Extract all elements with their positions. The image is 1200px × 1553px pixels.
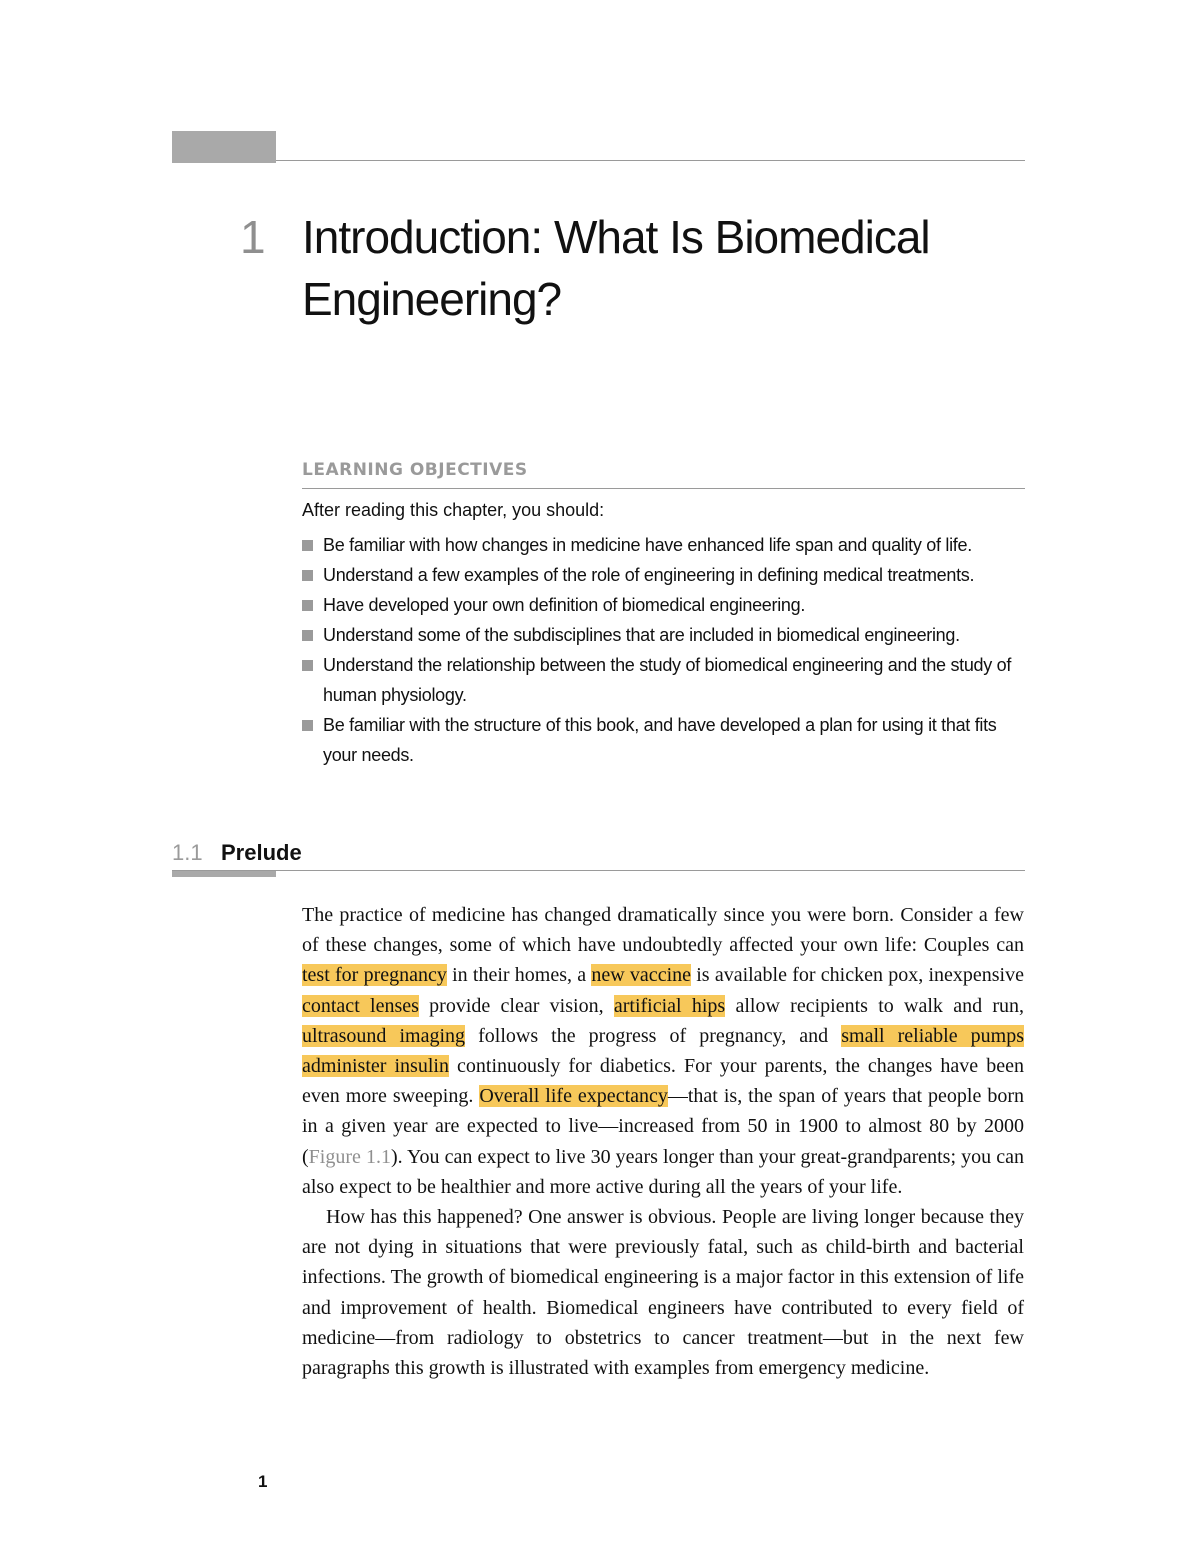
square-bullet-icon	[302, 600, 313, 611]
text-run: —that is, the span of years that people born in a given year are expected to live—increased from 50 in 1900 to almost 80 by 2000 (	[302, 1085, 1024, 1168]
learning-objectives-rule	[302, 488, 1025, 489]
chapter-number: 1	[240, 211, 266, 263]
chapter-title: Introduction: What Is Biomedical Engineering?	[302, 211, 930, 325]
list-item	[302, 530, 1027, 560]
square-bullet-icon	[302, 540, 313, 551]
square-bullet-icon	[302, 660, 313, 671]
text-run: ). You can expect to live 30 years longer than your great-grandparents; you can also expect to be healthier and more active during all the years of your life.	[302, 1145, 1025, 1198]
list-item-text: Understand a few examples of the role of engineering in defining medical treatments.	[323, 565, 975, 585]
body-text	[302, 900, 1024, 1383]
square-bullet-icon	[302, 630, 313, 641]
list-item	[302, 590, 1027, 620]
paragraph-2: How has this happened? One answer is obvious. People are living longer because they are not dying in situations that were previously fatal, such as child-birth and bacterial infections. The growth of biomedical engineering is a major factor in this extension of life and improvement of health. Biomedical engineers have contributed to every field of medicine—from radiology to obstetrics to cancer treatment—but in the next few paragraphs this growth is illustrated with examples from emergency medicine.	[302, 1206, 1024, 1380]
highlight-life-expectancy: Overall life expectancy	[479, 1085, 668, 1108]
section-bar	[172, 871, 276, 877]
square-bullet-icon	[302, 570, 313, 581]
section-title: Prelude	[221, 840, 302, 865]
section-number: 1.1	[172, 840, 203, 865]
learning-objectives-heading: LEARNING OBJECTIVES	[302, 460, 528, 480]
section-rule	[172, 870, 1025, 871]
text-run: provide clear vision,	[418, 994, 614, 1017]
highlight-new-vaccine: new vaccine	[591, 964, 691, 987]
list-item	[302, 710, 1027, 770]
list-item-text: Understand the relationship between the study of biomedical engineering and the study of human physiology.	[323, 655, 1012, 705]
text-run: allow recipients to walk and run,	[725, 994, 1025, 1017]
text-run: is available for chicken pox, inexpensive	[691, 964, 1024, 987]
list-item-text: Have developed your own definition of biomedical engineering.	[323, 595, 806, 615]
learning-objectives-intro: After reading this chapter, you should:	[302, 500, 605, 520]
paragraph-1	[302, 900, 1024, 1202]
list-item	[302, 620, 1027, 650]
list-item	[302, 560, 1027, 590]
square-bullet-icon	[302, 720, 313, 731]
highlight-insulin-pumps: small reliable pumps administer insulin	[302, 1024, 1024, 1078]
text-run: The practice of medicine has changed dramatically since you were born. Consider a few of these changes, some of which have undoubtedly affected your own life: Couples can	[302, 904, 1024, 957]
list-item	[302, 650, 1027, 710]
chapter-header-bar	[172, 131, 276, 163]
text-run: continuously for diabetics. For your parents, the changes have been even more sweeping.	[302, 1055, 1024, 1108]
chapter-header-rule	[276, 160, 1025, 161]
list-item-text: Be familiar with how changes in medicine have enhanced life span and quality of life.	[323, 535, 972, 555]
text-run: follows the progress of pregnancy, and	[465, 1024, 842, 1047]
highlight-test-for-pregnancy: test for pregnancy	[302, 964, 447, 987]
figure-reference-link[interactable]: Figure 1.1	[308, 1145, 392, 1168]
learning-objectives-list	[302, 530, 1027, 770]
text-run: in their homes, a	[446, 964, 592, 987]
highlight-contact-lenses: contact lenses	[302, 994, 419, 1017]
highlight-ultrasound-imaging: ultrasound imaging	[302, 1024, 466, 1047]
list-item-text: Understand some of the subdisciplines that are included in biomedical engineering.	[323, 625, 960, 645]
list-item-text: Be familiar with the structure of this book, and have developed a plan for using it that fits your needs.	[323, 715, 997, 765]
page-number: 1	[258, 1472, 268, 1491]
highlight-artificial-hips: artificial hips	[613, 994, 726, 1017]
